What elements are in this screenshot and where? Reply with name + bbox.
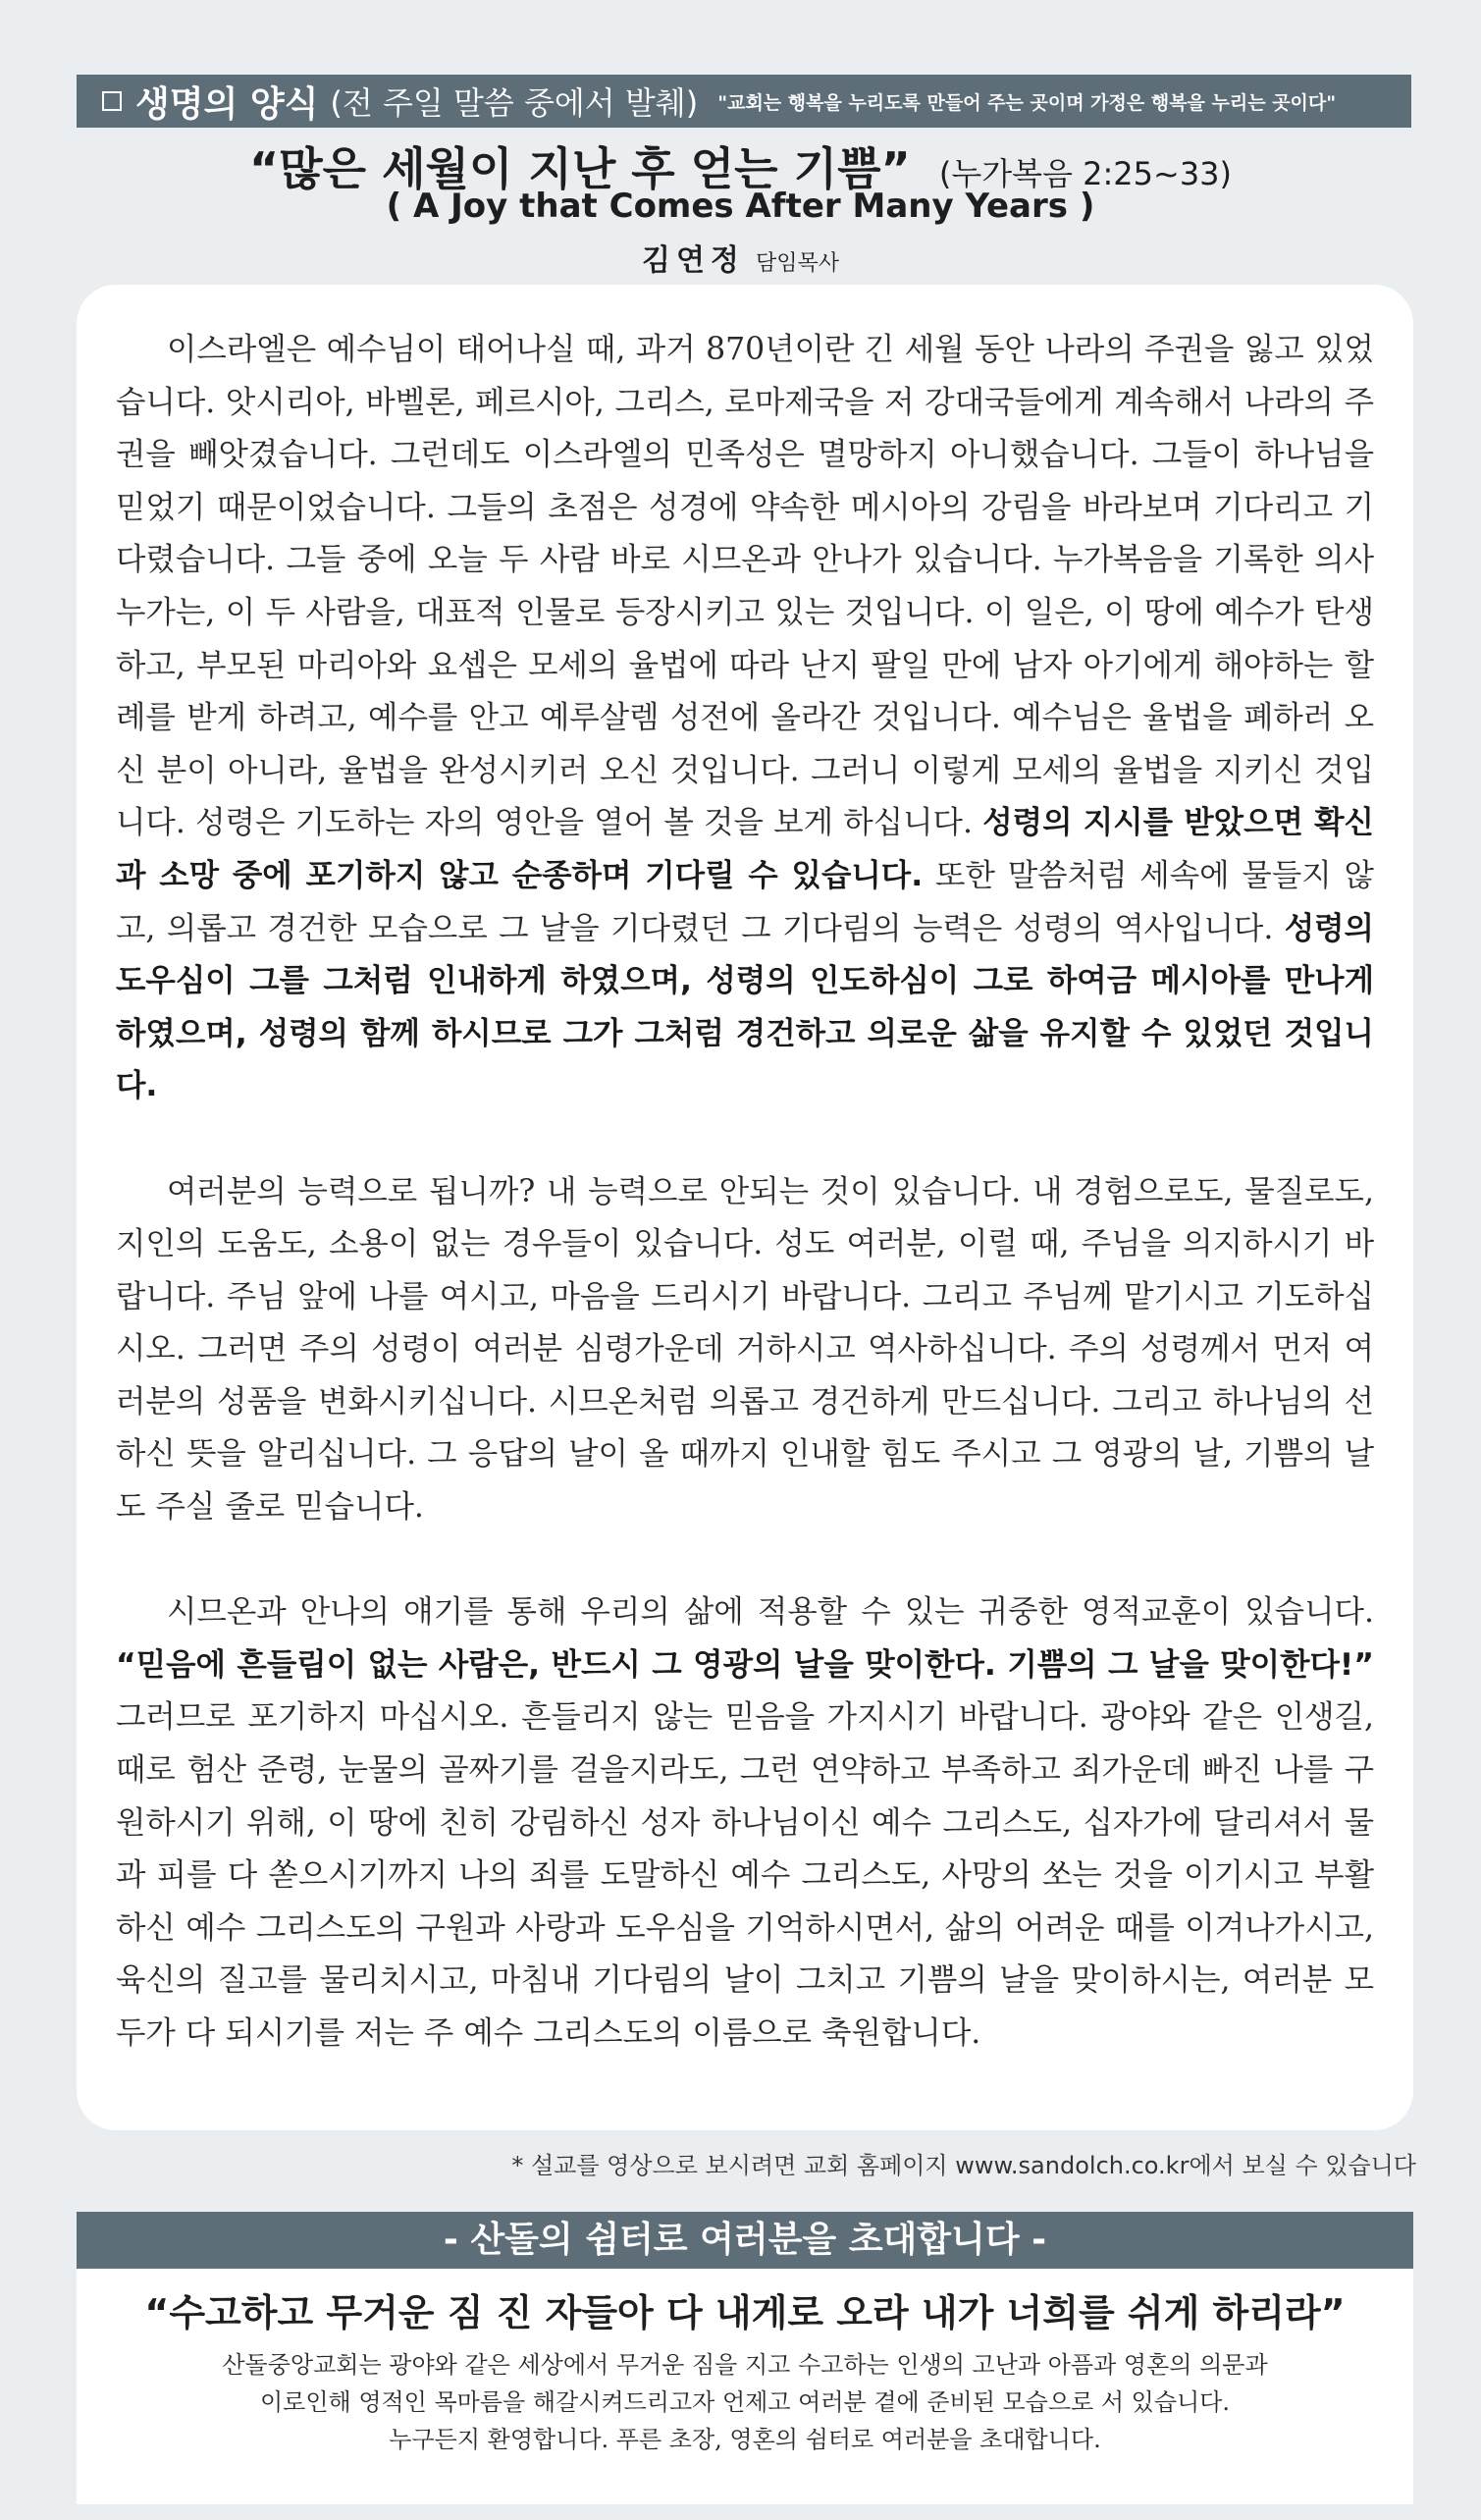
video-footnote: * 설교를 영상으로 보시려면 교회 홈페이지 www.sandolch.co.kr에서 보실 수 있습니다 (511, 2152, 1416, 2179)
pastor-role: 담임목사 (756, 251, 840, 276)
sermon-content-card (77, 285, 1413, 2130)
pastor-name: 김연정 (641, 243, 745, 278)
invite-card (77, 2269, 1413, 2504)
invite-banner: - 산돌의 쉼터로 여러분을 초대합니다 - (77, 2212, 1413, 2269)
section-motto: "교회는 행복을 누리도록 만들어 주는 곳이며 가정은 행복을 누리는 곳이다" (717, 91, 1337, 114)
invite-quote: “수고하고 무거운 짐 진 자들아 다 내게로 오라 내가 너희를 쉬게 하리라” (144, 2291, 1346, 2334)
paragraph-text: 그러므로 포기하지 마십시오. 흔들리지 않는 믿음을 가지시기 바랍니다. 광야와 같은 인생길, 때로 험산 준령, 눈물의 골짜기를 걸을지라도, 그런 연약하고 부족하고 죄가운데 빠진 나를 구원하시기 위해, 이 땅에 친히 강림하신 성자 하나님이신 예수 그리스도, 십자가에 달리셔서 물과 피를 다 쏟으시기까지 나의 죄를 도말하신 예수 그리스도, 사망의 쏘는 것을 이기시고 부활하신 예수 그리스도의 구원과 사랑과 도우심을 기억하시면서, 삶의 어려운 때를 이겨나가시고, 육신의 질고를 물리치시고, 마침내 기다림의 날이 그치고 기쁨의 날을 맞이하시는, 여러분 모두가 다 되시기를 저는 주 예수 그리스도의 이름으로 축원합니다. (116, 1699, 1374, 2051)
section-subtitle: (전 주일 말씀 중에서 발췌) (330, 84, 699, 122)
paragraph-emphasis: “믿음에 흔들림이 없는 사람은, 반드시 그 영광의 날을 맞이한다. 기쁨의 그 날을 맞이한다!” (116, 1646, 1374, 1683)
invite-line-1: 산돌중앙교회는 광야와 같은 세상에서 무거운 짐을 지고 수고하는 인생의 고난과 아픔과 영혼의 의문과 (222, 2351, 1268, 2379)
checkbox-square-icon (102, 91, 122, 111)
pastor-line (0, 236, 1481, 279)
paragraph-text: 이스라엘은 예수님이 태어나실 때, 과거 870년이란 긴 세월 동안 나라의 주권을 잃고 있었습니다. 앗시리아, 바벨론, 페르시아, 그리스, 로마제국을 저 강대국들에게 계속해서 나라의 주권을 빼앗겼습니다. 그런데도 이스라엘의 민족성은 멸망하지 아니했습니다. 그들이 하나님을 믿었기 때문이었습니다. 그들의 초점은 성경에 약속한 메시아의 강림을 바라보며 기다리고 기다렸습니다. 그들 중에 오늘 두 사람 바로 시므온과 안나가 있습니다. 누가복음을 기록한 의사 누가는, 이 두 사람을, 대표적 인물로 등장시키고 있는 것입니다. 이 일은, 이 땅에 예수가 탄생하고, 부모된 마리아와 요셉은 모세의 율법에 따라 난지 팔일 만에 남자 아기에게 해야하는 할례를 받게 하려고, 예수를 안고 예루살렘 성전에 올라간 것입니다. 예수님은 율법을 폐하러 오신 분이 아니라, 율법을 완성시키러 오신 것입니다. 그러니 이렇게 모세의 율법을 지키신 것입니다. 성령은 기도하는 자의 영안을 열어 볼 것을 보게 하십니다. (116, 332, 1374, 841)
paragraph-text: 시므온과 안나의 얘기를 통해 우리의 삶에 적용할 수 있는 귀중한 영적교훈이 있습니다. (167, 1594, 1374, 1631)
sermon-paragraph-3 (116, 1586, 1374, 2060)
paragraph-emphasis: 성령의 지시를 받았으면 확신과 소망 중에 포기하지 않고 순종하며 기다릴 수 있습니다. (116, 805, 1374, 893)
invite-line-2: 이로인해 영적인 목마름을 해갈시켜드리고자 언제고 여러분 곁에 준비된 모습으로 서 있습니다. (259, 2388, 1231, 2416)
sermon-paragraph-2: 여러분의 능력으로 됩니까? 내 능력으로 안되는 것이 있습니다. 내 경험으로도, 물질로도, 지인의 도움도, 소용이 없는 경우들이 있습니다. 성도 여러분, 이럴 때, 주님을 의지하시기 바랍니다. 주님 앞에 나를 여시고, 마음을 드리시기 바랍니다. 그리고 주님께 맡기시고 기도하십시오. 그러면 주의 성령이 여러분 심령가운데 거하시고 역사하십니다. 주의 성령께서 먼저 여러분의 성품을 변화시키십니다. 시므온처럼 의롭고 경건하게 만드십니다. 그리고 하나님의 선하신 뜻을 알리십니다. 그 응답의 날이 올 때까지 인내할 힘도 주시고 그 영광의 날, 기쁨의 날도 주실 줄로 믿습니다. (116, 1173, 1374, 1526)
invite-line-3: 누구든지 환영합니다. 푸른 초장, 영혼의 쉼터로 여러분을 초대합니다. (389, 2426, 1101, 2453)
scripture-reference: (누가복음 2:25~33) (938, 155, 1233, 192)
sermon-english-title: ( A Joy that Comes After Many Years ) (386, 187, 1095, 226)
sermon-paragraph-1 (116, 324, 1374, 1113)
paragraph-text: 또한 말씀처럼 세속에 물들지 않고, 의롭고 경건한 모습으로 그 날을 기다렸던 그 기다림의 능력은 성령의 역사입니다. (116, 857, 1374, 946)
section-title: 생명의 양식 (135, 83, 319, 125)
paragraph-emphasis: 성령의 도우심이 그를 그처럼 인내하게 하였으며, 성령의 인도하심이 그로 하여금 메시아를 만나게 하였으며, 성령의 함께 하시므로 그가 그처럼 경건하고 의로운 삶을 유지할 수 있었던 것입니다. (116, 910, 1374, 1104)
section-header-bar (77, 75, 1411, 128)
sermon-title: “많은 세월이 지난 후 얻는 기쁨” (248, 142, 911, 195)
